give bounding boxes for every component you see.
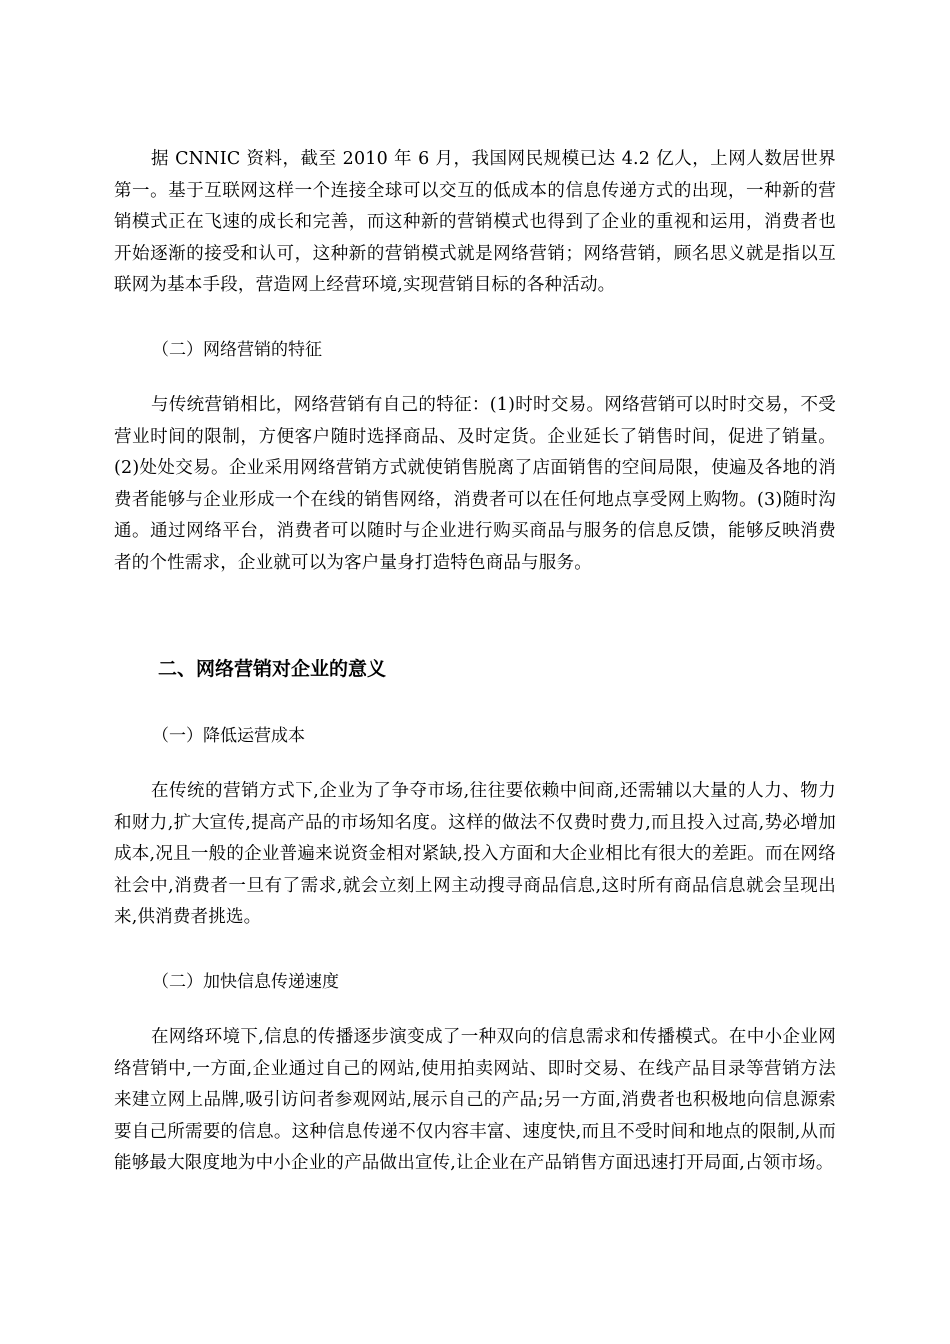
subheading-speed: （二）加快信息传递速度	[152, 972, 339, 992]
paragraph-features: 与传统营销相比，网络营销有自己的特征：(1)时时交易。网络营销可以时时交易，不受营业时间的限制，方便客户随时选择商品、及时定货。企业延长了销售时间，促进了销量。(2)处处交易。企业采用网络营销方式就使销售脱离了店面销售的空间局限，使遍及各地的消费者能够与企业形成一个在线的销售网络，消费者可以在任何地点享受网上购物。(3)随时沟通。通过网络平台，消费者可以随时与企业进行购买商品与服务的信息反馈，能够反映消费者的个性需求，企业就可以为客户量身打造特色商品与服务。	[114, 395, 836, 573]
paragraph-speed: 在网络环境下,信息的传播逐步演变成了一种双向的信息需求和传播模式。在中小企业网络营销中,一方面,企业通过自己的网站,使用拍卖网站、即时交易、在线产品目录等营销方法来建立网上品牌,吸引访问者参观网站,展示自己的产品;另一方面,消费者也积极地向信息源索要自己所需要的信息。这种信息传递不仅内容丰富、速度快,而且不受时间和地点的限制,从而能够最大限度地为中小企业的产品做出宣传,让企业在产品销售方面迅速打开局面,占领市场。	[114, 1027, 836, 1173]
paragraph-intro: 据 CNNIC 资料，截至 2010 年 6 月，我国网民规模已达 4.2 亿人，上网人数居世界第一。基于互联网这样一个连接全球可以交互的低成本的信息传递方式的出现，一种新的营销模式正在飞速的成长和完善，而这种新的营销模式也得到了企业的重视和运用，消费者也开始逐渐的接受和认可，这种新的营销模式就是网络营销；网络营销，顾名思义就是指以互联网为基本手段，营造网上经营环境,实现营销目标的各种活动。	[114, 149, 836, 295]
subheading-features: （二）网络营销的特征	[152, 340, 322, 360]
subheading-reduce-cost: （一）降低运营成本	[152, 726, 305, 746]
section-heading: 二、网络营销对企业的意义	[158, 658, 387, 680]
paragraph-reduce-cost: 在传统的营销方式下,企业为了争夺市场,往往要依赖中间商,还需辅以大量的人力、物力和财力,扩大宣传,提高产品的市场知名度。这样的做法不仅费时费力,而且投入过高,势必增加成本,况且一般的企业普遍来说资金相对紧缺,投入方面和大企业相比有很大的差距。而在网络社会中,消费者一旦有了需求,就会立刻上网主动搜寻商品信息,这时所有商品信息就会呈现出来,供消费者挑选。	[114, 781, 836, 927]
